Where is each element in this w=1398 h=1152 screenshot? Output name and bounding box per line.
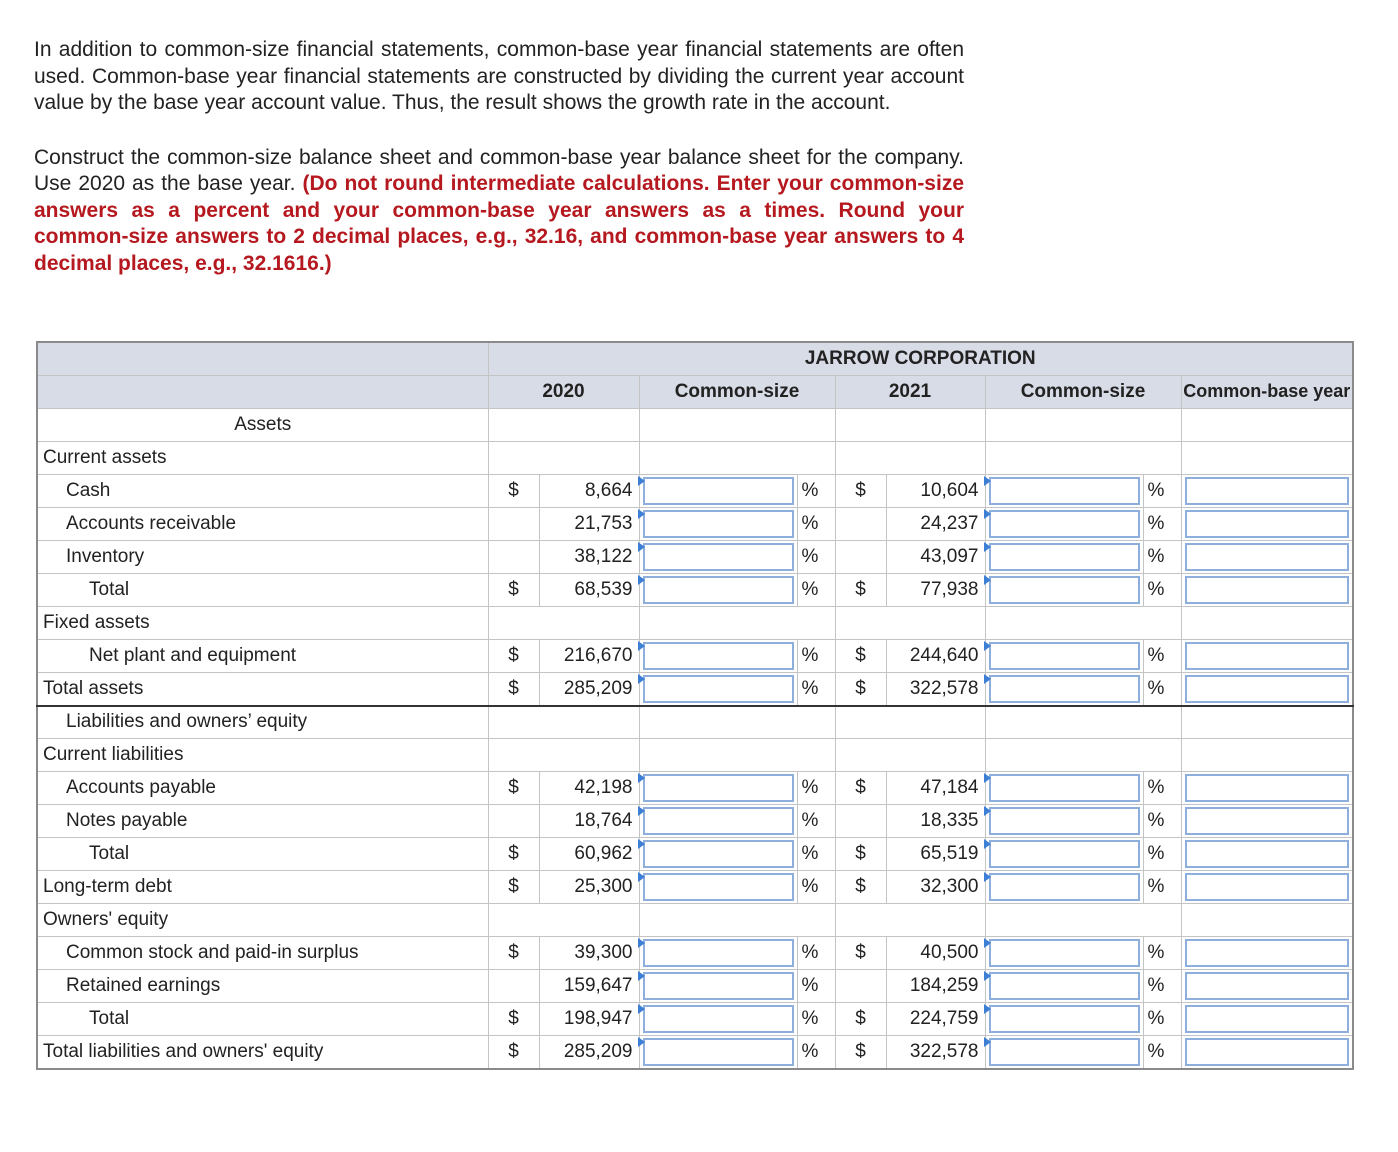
common-base-year-input[interactable] (1185, 477, 1350, 505)
common-size-2021-input[interactable] (989, 807, 1140, 835)
percent-sign: % (797, 1003, 835, 1036)
row-label: Inventory (37, 540, 488, 573)
common-size-2021-cell (985, 1003, 1143, 1036)
common-size-2020-input[interactable] (643, 774, 794, 802)
value-2020: 21,753 (539, 507, 639, 540)
percent-sign: % (1143, 1036, 1181, 1070)
table-row (37, 573, 1353, 606)
percent-sign: % (1143, 672, 1181, 706)
owners-equity-heading: Owners' equity (37, 904, 488, 937)
common-base-year-cell (1181, 672, 1353, 706)
percent-sign: % (797, 838, 835, 871)
owners-equity-heading-row (37, 904, 1353, 937)
common-base-year-input[interactable] (1185, 1038, 1350, 1066)
common-base-year-cell (1181, 1036, 1353, 1070)
header-common-size-2020: Common-size (639, 375, 835, 408)
common-size-2020-cell (639, 871, 797, 904)
balance-sheet-table (36, 341, 1354, 1070)
table-row (37, 540, 1353, 573)
common-size-2021-cell (985, 672, 1143, 706)
common-base-year-input[interactable] (1185, 510, 1350, 538)
common-base-year-input[interactable] (1185, 840, 1350, 868)
common-size-2021-cell (985, 871, 1143, 904)
currency-symbol: $ (488, 639, 539, 672)
common-base-year-input[interactable] (1185, 972, 1350, 1000)
currency-symbol: $ (835, 672, 886, 706)
common-size-2021-cell (985, 474, 1143, 507)
instructions (34, 37, 964, 305)
value-2021: 322,578 (886, 1036, 985, 1070)
table-row (37, 970, 1353, 1003)
currency-symbol: $ (488, 1036, 539, 1070)
value-2021: 322,578 (886, 672, 985, 706)
value-2021: 224,759 (886, 1003, 985, 1036)
value-2020: 198,947 (539, 1003, 639, 1036)
common-size-2021-input[interactable] (989, 972, 1140, 1000)
common-base-year-cell (1181, 474, 1353, 507)
common-size-2021-input[interactable] (989, 675, 1140, 703)
common-size-2021-input[interactable] (989, 477, 1140, 505)
common-base-year-input[interactable] (1185, 939, 1350, 967)
row-label: Total liabilities and owners' equity (37, 1036, 488, 1070)
common-size-2020-cell (639, 838, 797, 871)
value-2021: 43,097 (886, 540, 985, 573)
currency-symbol: $ (488, 838, 539, 871)
common-size-2021-input[interactable] (989, 873, 1140, 901)
currency-symbol: $ (835, 573, 886, 606)
common-size-2021-cell (985, 838, 1143, 871)
common-size-2021-cell (985, 970, 1143, 1003)
common-size-2021-input[interactable] (989, 939, 1140, 967)
percent-sign: % (1143, 937, 1181, 970)
common-size-2021-cell (985, 540, 1143, 573)
common-size-2020-input[interactable] (643, 873, 794, 901)
percent-sign: % (797, 672, 835, 706)
common-size-2020-cell (639, 639, 797, 672)
common-size-2020-cell (639, 970, 797, 1003)
table-row (37, 474, 1353, 507)
value-2020: 25,300 (539, 871, 639, 904)
currency-symbol: $ (488, 871, 539, 904)
common-size-2021-input[interactable] (989, 840, 1140, 868)
common-size-2021-cell (985, 772, 1143, 805)
common-size-2020-input[interactable] (643, 807, 794, 835)
currency-symbol: $ (835, 639, 886, 672)
common-base-year-input[interactable] (1185, 543, 1350, 571)
currency-symbol: $ (835, 838, 886, 871)
percent-sign: % (1143, 838, 1181, 871)
rounding-instructions: (Do not round intermediate calculations. Enter your common-size answers as a percent and your common-base year answers as a times. Round your common-size answers to 2 decimal places, e.g., 32.16, and common-base year answers to 4 decimal places, e.g., 32.1616.) (34, 172, 964, 275)
table-row (37, 772, 1353, 805)
common-base-year-input[interactable] (1185, 642, 1350, 670)
percent-sign: % (1143, 1003, 1181, 1036)
common-size-2021-input[interactable] (989, 1005, 1140, 1033)
table-row (37, 937, 1353, 970)
currency-symbol: $ (835, 772, 886, 805)
header-2020: 2020 (488, 375, 639, 408)
intro-paragraph-1: In addition to common-size financial statements, common-base year financial statements are often used. Common-base year financial statements are constructed by dividing the current year account value by the base year account value. Thus, the result shows the growth rate in the account. (34, 38, 964, 114)
percent-sign: % (1143, 474, 1181, 507)
common-size-2021-input[interactable] (989, 1038, 1140, 1066)
common-size-2020-cell (639, 540, 797, 573)
fixed-assets-heading: Fixed assets (37, 606, 488, 639)
table-row (37, 639, 1353, 672)
value-2021: 40,500 (886, 937, 985, 970)
common-size-2020-cell (639, 805, 797, 838)
row-label: Total (37, 838, 488, 871)
currency-symbol: $ (835, 937, 886, 970)
row-label: Accounts payable (37, 772, 488, 805)
common-size-2020-cell (639, 507, 797, 540)
common-size-2021-cell (985, 1036, 1143, 1070)
currency-symbol: $ (835, 1003, 886, 1036)
currency-symbol: $ (488, 937, 539, 970)
current-liabilities-heading-row (37, 739, 1353, 772)
common-base-year-cell (1181, 507, 1353, 540)
percent-sign: % (797, 772, 835, 805)
table-row (37, 871, 1353, 904)
value-2020: 285,209 (539, 1036, 639, 1070)
row-label: Long-term debt (37, 871, 488, 904)
common-size-2021-cell (985, 639, 1143, 672)
percent-sign: % (797, 540, 835, 573)
percent-sign: % (797, 474, 835, 507)
title-blank (37, 342, 488, 375)
row-label: Total assets (37, 672, 488, 706)
intro-text: Construct the common-size balance sheet and common-base year balance sheet for the company. Use 2020 as the base year. (34, 145, 964, 195)
percent-sign: % (1143, 507, 1181, 540)
table-row (37, 672, 1353, 706)
common-size-2020-input[interactable] (643, 840, 794, 868)
value-2020: 159,647 (539, 970, 639, 1003)
row-label: Retained earnings (37, 970, 488, 1003)
common-size-2020-cell (639, 573, 797, 606)
value-2020: 285,209 (539, 672, 639, 706)
header-blank (37, 375, 488, 408)
value-2021: 244,640 (886, 639, 985, 672)
currency-symbol: $ (835, 474, 886, 507)
common-size-2020-cell (639, 1036, 797, 1070)
percent-sign: % (797, 507, 835, 540)
value-2021: 77,938 (886, 573, 985, 606)
common-size-2020-cell (639, 937, 797, 970)
value-2020: 39,300 (539, 937, 639, 970)
row-label: Cash (37, 474, 488, 507)
intro-paragraph-2 (34, 145, 964, 278)
percent-sign: % (1143, 639, 1181, 672)
header-common-size-2021: Common-size (985, 375, 1181, 408)
common-base-year-cell (1181, 871, 1353, 904)
header-row (37, 375, 1353, 408)
common-base-year-cell (1181, 639, 1353, 672)
liabilities-heading-row (37, 706, 1353, 739)
common-size-2020-input[interactable] (643, 939, 794, 967)
common-size-2020-input[interactable] (643, 576, 794, 604)
value-2020: 68,539 (539, 573, 639, 606)
percent-sign: % (797, 639, 835, 672)
currency-symbol: $ (488, 573, 539, 606)
currency-symbol: $ (488, 474, 539, 507)
current-liabilities-heading: Current liabilities (37, 739, 488, 772)
company-title: JARROW CORPORATION (488, 342, 1353, 375)
common-size-2020-cell (639, 474, 797, 507)
value-2021: 24,237 (886, 507, 985, 540)
value-2021: 18,335 (886, 805, 985, 838)
percent-sign: % (1143, 805, 1181, 838)
common-base-year-cell (1181, 1003, 1353, 1036)
common-size-2020-input[interactable] (643, 543, 794, 571)
assets-heading: Assets (37, 408, 488, 441)
percent-sign: % (797, 871, 835, 904)
percent-sign: % (797, 937, 835, 970)
common-base-year-input[interactable] (1185, 873, 1350, 901)
percent-sign: % (797, 970, 835, 1003)
common-size-2020-cell (639, 672, 797, 706)
common-size-2021-input[interactable] (989, 642, 1140, 670)
header-2021: 2021 (835, 375, 985, 408)
percent-sign: % (1143, 573, 1181, 606)
common-size-2021-cell (985, 937, 1143, 970)
common-base-year-cell (1181, 838, 1353, 871)
common-base-year-cell (1181, 573, 1353, 606)
common-base-year-input[interactable] (1185, 774, 1350, 802)
common-size-2020-input[interactable] (643, 1038, 794, 1066)
currency-symbol: $ (488, 1003, 539, 1036)
common-base-year-input[interactable] (1185, 807, 1350, 835)
common-base-year-cell (1181, 937, 1353, 970)
common-base-year-cell (1181, 540, 1353, 573)
common-base-year-cell (1181, 805, 1353, 838)
value-2021: 65,519 (886, 838, 985, 871)
common-size-2021-input[interactable] (989, 774, 1140, 802)
common-base-year-input[interactable] (1185, 675, 1350, 703)
value-2020: 38,122 (539, 540, 639, 573)
header-common-base-year: Common-base year (1181, 375, 1353, 408)
value-2021: 10,604 (886, 474, 985, 507)
common-size-2021-input[interactable] (989, 510, 1140, 538)
common-size-2021-cell (985, 805, 1143, 838)
currency-symbol: $ (835, 871, 886, 904)
value-2021: 184,259 (886, 970, 985, 1003)
percent-sign: % (1143, 970, 1181, 1003)
row-label: Total (37, 573, 488, 606)
current-assets-heading-row (37, 441, 1353, 474)
row-label: Common stock and paid-in surplus (37, 937, 488, 970)
value-2020: 60,962 (539, 838, 639, 871)
common-base-year-cell (1181, 970, 1353, 1003)
percent-sign: % (797, 805, 835, 838)
percent-sign: % (797, 1036, 835, 1070)
table-row (37, 805, 1353, 838)
common-size-2021-input[interactable] (989, 543, 1140, 571)
title-row (37, 342, 1353, 375)
currency-symbol: $ (835, 1036, 886, 1070)
table-row (37, 1003, 1353, 1036)
fixed-assets-heading-row (37, 606, 1353, 639)
liabilities-heading: Liabilities and owners’ equity (37, 706, 488, 739)
percent-sign: % (797, 573, 835, 606)
value-2021: 47,184 (886, 772, 985, 805)
common-base-year-cell (1181, 772, 1353, 805)
common-size-2020-input[interactable] (643, 477, 794, 505)
currency-symbol: $ (488, 772, 539, 805)
common-base-year-input[interactable] (1185, 576, 1350, 604)
current-assets-heading: Current assets (37, 441, 488, 474)
common-size-2021-cell (985, 507, 1143, 540)
row-label: Accounts receivable (37, 507, 488, 540)
assets-heading-row (37, 408, 1353, 441)
common-size-2021-input[interactable] (989, 576, 1140, 604)
row-label: Net plant and equipment (37, 639, 488, 672)
value-2020: 8,664 (539, 474, 639, 507)
percent-sign: % (1143, 772, 1181, 805)
value-2020: 42,198 (539, 772, 639, 805)
percent-sign: % (1143, 871, 1181, 904)
common-size-2020-input[interactable] (643, 510, 794, 538)
table-row (37, 507, 1353, 540)
common-size-2020-input[interactable] (643, 642, 794, 670)
common-size-2021-cell (985, 573, 1143, 606)
common-size-2020-input[interactable] (643, 972, 794, 1000)
value-2021: 32,300 (886, 871, 985, 904)
row-label: Total (37, 1003, 488, 1036)
table-row (37, 1036, 1353, 1070)
percent-sign: % (1143, 540, 1181, 573)
table-row (37, 838, 1353, 871)
common-size-2020-input[interactable] (643, 1005, 794, 1033)
row-label: Notes payable (37, 805, 488, 838)
value-2020: 18,764 (539, 805, 639, 838)
value-2020: 216,670 (539, 639, 639, 672)
common-base-year-input[interactable] (1185, 1005, 1350, 1033)
common-size-2020-cell (639, 1003, 797, 1036)
currency-symbol: $ (488, 672, 539, 706)
common-size-2020-cell (639, 772, 797, 805)
common-size-2020-input[interactable] (643, 675, 794, 703)
